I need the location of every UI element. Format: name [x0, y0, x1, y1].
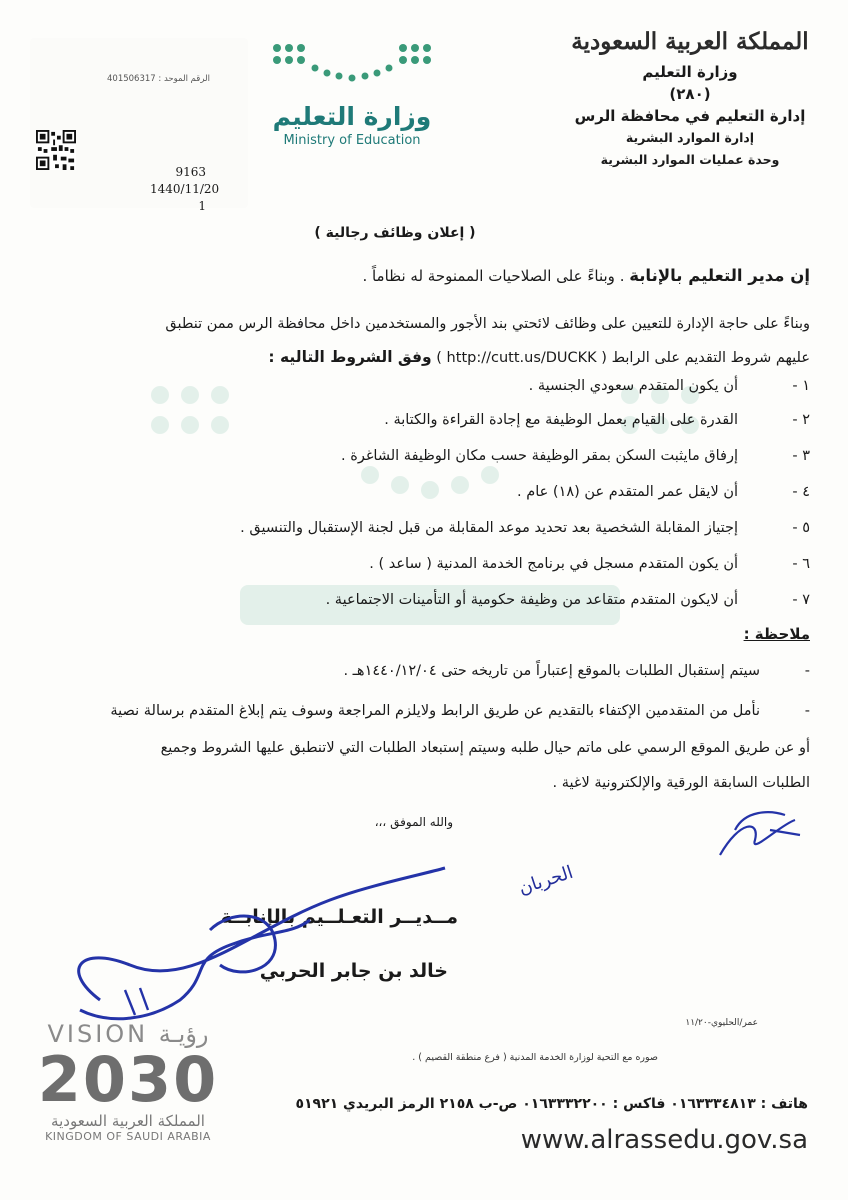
qr-code-icon [36, 130, 76, 170]
letterhead [570, 28, 810, 171]
condition-item [40, 378, 810, 404]
note-continuation: أو عن طريق الموقع الرسمي على ماتم حيال طلبه وسيتم إستبعاد الطلبات التي لاتنطبق عليها الشروط وجميع [160, 740, 810, 756]
condition-number: ٤ - [792, 484, 810, 500]
condition-item [40, 520, 810, 546]
paragraph-2-bold: وفق الشروط التاليه : [268, 348, 432, 366]
note-text: نأمل من المتقدمين الإكتفاء بالتقديم عن طريق الرابط ولايلزم المراجعة وسوف يتم إبلاغ المتقدم برسالة نصية [110, 703, 760, 719]
footer-website-link[interactable]: www.alrassedu.gov.sa [520, 1125, 808, 1155]
ministry-logo-dots-icon [267, 40, 437, 88]
paragraph-2-post: ) [431, 350, 442, 366]
condition-text: أن لايقل عمر المتقدم عن (١٨) عام . [517, 484, 738, 500]
hr-operations-unit: وحدة عمليات الموارد البشرية [600, 152, 780, 167]
department-code: (٢٨٠) [669, 85, 711, 103]
application-link[interactable]: http://cutt.us/DUCKK [441, 350, 602, 366]
condition-number: ٥ - [792, 520, 810, 536]
closing-phrase: والله الموفق ،،، [374, 815, 453, 829]
note-item [20, 698, 810, 724]
condition-number: ٦ - [792, 556, 810, 572]
condition-text: أن يكون المتقدم سعودي الجنسية . [528, 378, 738, 394]
condition-item [40, 448, 810, 474]
drafter-initials: عمر/الحليوي-١١/٢٠ [685, 1018, 758, 1028]
paragraph-2-pre: عليهم شروط التقديم على الرابط ( [601, 350, 810, 366]
vision-kingdom-english: KINGDOM OF SAUDI ARABIA [45, 1130, 211, 1143]
condition-item [40, 412, 810, 438]
condition-number: ٧ - [792, 592, 810, 608]
hr-department: إدارة الموارد البشرية [625, 130, 755, 145]
signatory-role: مــديــر التعـلــيم بالإنابــة [220, 906, 458, 928]
copy-note: صوره مع التحية لوزارة الخدمة المدنية ( فرع منطقة القصيم ) . [412, 1052, 658, 1063]
condition-text: إرفاق مايثبت السكن بمقر الوظيفة حسب مكان الوظيفة الشاغرة . [341, 448, 738, 464]
vision-2030-logo [28, 1020, 228, 1143]
paragraph-1: وبناءً على حاجة الإدارة للتعيين على وظائف لائحتي بند الأجور والمستخدمين داخل محافظة الرس ممن تنطبق [165, 316, 810, 332]
intro-line [20, 264, 810, 288]
department-name: إدارة التعليم في محافظة الرس [574, 107, 806, 125]
note-dash: - [804, 663, 810, 679]
note-item [20, 658, 810, 684]
ministry-name: وزارة التعليم [642, 63, 738, 81]
ministry-logo-english: Ministry of Education [283, 133, 421, 148]
reference-number: 9163 [175, 165, 206, 179]
vision-label: VISION رؤيـة [47, 1020, 209, 1048]
condition-number: ١ - [792, 378, 810, 394]
signatory-name: خالد بن جابر الحربي [259, 960, 448, 982]
vision-kingdom-arabic: المملكة العربية السعودية [51, 1112, 205, 1130]
kingdom-name: المملكة العربية السعودية [571, 28, 809, 55]
reference-attachments: 1 [198, 199, 206, 213]
condition-text: القدرة على القيام بعمل الوظيفة مع إجادة القراءة والكتابة . [384, 412, 738, 428]
handwritten-name: الحربان [516, 861, 576, 900]
reference-box [30, 38, 248, 213]
vision-year: 2030 [37, 1043, 219, 1116]
reference-details [150, 164, 220, 215]
note-text: سيتم إستقبال الطلبات بالموقع إعتباراً من تاريخه حتى ١٤٤٠/١٢/٠٤هـ . [343, 663, 760, 679]
note-continuation: الطلبات السابقة الورقية والإلكترونية لاغية . [552, 775, 810, 791]
condition-text: أن لايكون المتقدم متقاعد من وظيفة حكومية أو التأمينات الاجتماعية . [325, 592, 738, 608]
condition-text: إجتياز المقابلة الشخصية بعد تحديد موعد المقابلة من قبل لجنة الإستقبال والتنسيق . [240, 520, 738, 536]
document-title: ( إعلان وظائف رجالية ) [314, 225, 476, 241]
unified-reference-id: الرقم الموحد : 401506317 [107, 74, 210, 84]
condition-item [40, 484, 810, 510]
condition-number: ٢ - [792, 412, 810, 428]
reference-date: 1440/11/20 [150, 182, 220, 196]
intro-bold: إن مدير التعليم بالإنابة [629, 266, 810, 285]
ministry-logo [262, 40, 442, 148]
footer-contact-info: هاتف : ٠١٦٣٣٣٤٨١٣ فاكس : ٠١٦٣٣٣٢٢٠٠ ص-ب ٢١٥٨ الرمز البريدي ٥١٩٢١ [295, 1096, 808, 1112]
paragraph-2 [20, 345, 810, 370]
condition-item [40, 556, 810, 582]
condition-item [40, 592, 810, 618]
condition-text: أن يكون المتقدم مسجل في برنامج الخدمة المدنية ( ساعد ) . [369, 556, 738, 572]
notes-heading: ملاحظة : [743, 625, 810, 643]
note-dash: - [804, 703, 810, 719]
ministry-logo-arabic: وزارة التعليم [272, 102, 432, 131]
intro-rest: . وبناءً على الصلاحيات الممنوحة له نظاماً . [362, 267, 630, 285]
condition-number: ٣ - [792, 448, 810, 464]
handwritten-initials-signature [700, 800, 810, 870]
